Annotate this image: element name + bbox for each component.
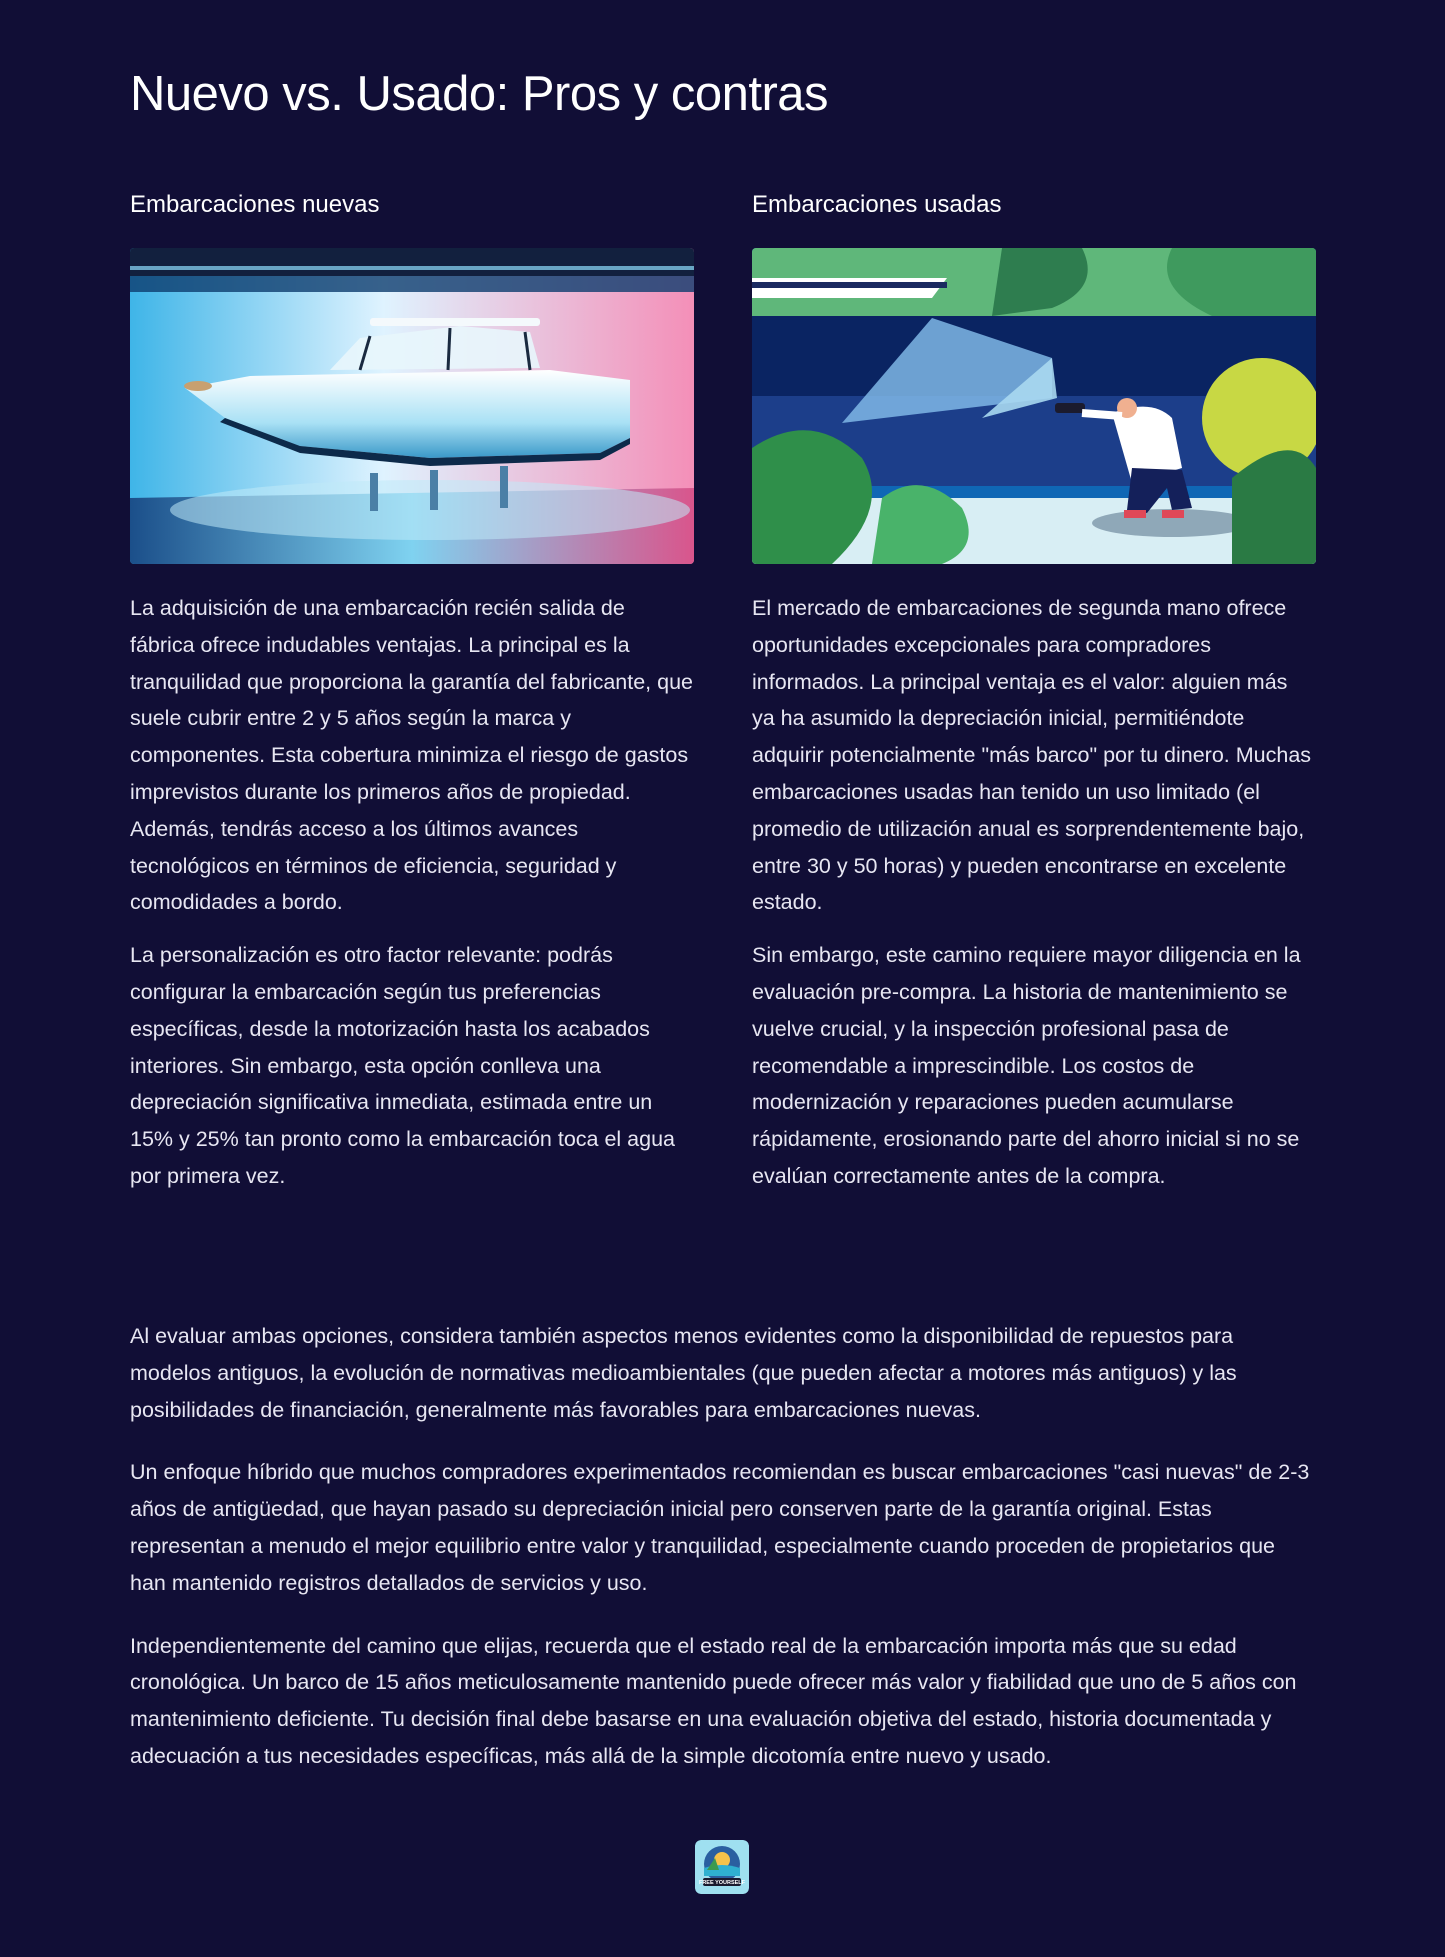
closing-paragraph: Independientemente del camino que elijas, recuerda que el estado real de la embarcación importa más que su edad cronológica. Un barco de 15 años meticulosamente mantenido puede ofrecer más valor y fiabilidad que uno de 5 años con mantenimiento deficiente. Tu decisión final debe basarse en una evaluación objetiva del estado, historia documentada y adecuación a tus necesidades específicas, más allá de la simple dicotomía entre nuevo y usado.: [130, 1633, 1297, 1768]
column-heading: Embarcaciones nuevas: [130, 191, 380, 218]
column-heading: Embarcaciones usadas: [752, 191, 1002, 218]
used-boat-inspection-illustration: [752, 248, 1316, 564]
column-used-boats: [752, 190, 1316, 1195]
column-paragraph: Sin embargo, este camino requiere mayor diligencia en la evaluación pre-compra. La historia de mantenimiento se vuelve crucial, y la inspección profesional pasa de recomendable a imprescindible. Los costos de modernización y reparaciones pueden acumularse rápidamente, erosionando parte del ahorro inicial si no se evalúan correctamente antes de la compra.: [752, 943, 1301, 1188]
brand-logo-icon[interactable]: [695, 1840, 749, 1894]
new-boat-showroom-image: [130, 248, 694, 564]
column-paragraph: La personalización es otro factor relevante: podrás configurar la embarcación según tus preferencias específicas, desde la motorización hasta los acabados interiores. Sin embargo, esta opción conlleva una depreciación significativa inmediata, estimada entre un 15% y 25% tan pronto como la embarcación toca el agua por primera vez.: [130, 943, 675, 1188]
closing-paragraph: Un enfoque híbrido que muchos compradores experimentados recomiendan es buscar embarcaciones "casi nuevas" de 2-3 años de antigüedad, que hayan pasado su depreciación inicial pero conserven parte de la garantía original. Estas representan a menudo el mejor equilibrio entre valor y tranquilidad, especialmente cuando proceden de propietarios que han mantenido registros detallados de servicios y uso.: [130, 1460, 1310, 1595]
closing-paragraph: Al evaluar ambas opciones, considera también aspectos menos evidentes como la disponibilidad de repuestos para modelos antiguos, la evolución de normativas medioambientales (que pueden afectar a motores más antiguos) y las posibilidades de financiación, generalmente más favorables para embarcaciones nuevas.: [130, 1324, 1237, 1422]
column-paragraph: El mercado de embarcaciones de segunda mano ofrece oportunidades excepcionales para compradores informados. La principal ventaja es el valor: alguien más ya ha asumido la depreciación inicial, permitiéndote adquirir potencialmente "más barco" por tu dinero. Muchas embarcaciones usadas han tenido un uso limitado (el promedio de utilización anual es sorprendentemente bajo, entre 30 y 50 horas) y pueden encontrarse en excelente estado.: [752, 596, 1312, 915]
closing-section: [130, 1318, 1316, 1775]
svg-text:FREE YOURSELF: FREE YOURSELF: [698, 1880, 746, 1886]
page-title: Nuevo vs. Usado: Pros y contras: [130, 67, 829, 121]
column-paragraph: La adquisición de una embarcación recién salida de fábrica ofrece indudables ventajas. La principal es la tranquilidad que proporciona la garantía del fabricante, que suele cubrir entre 2 y 5 años según la marca y componentes. Esta cobertura minimiza el riesgo de gastos imprevistos durante los primeros años de propiedad. Además, tendrás acceso a los últimos avances tecnológicos en términos de eficiencia, seguridad y comodidades a bordo.: [130, 596, 693, 915]
column-new-boats: [130, 190, 694, 1195]
